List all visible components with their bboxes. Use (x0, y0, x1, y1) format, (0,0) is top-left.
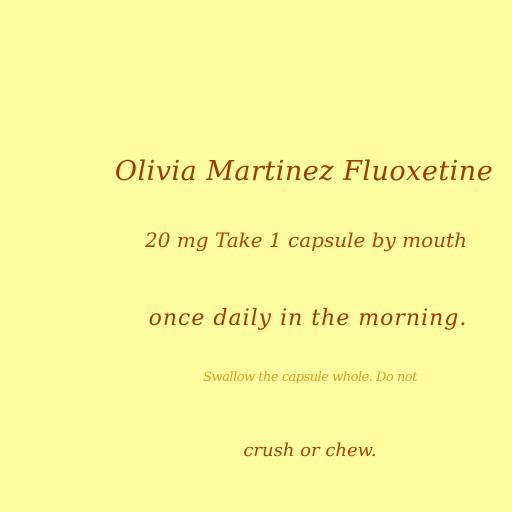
frequency-line: once daily in the morning. (148, 306, 468, 331)
patient-drug-line: Olivia Martinez Fluoxetine (114, 156, 494, 187)
dose-line: 20 mg Take 1 capsule by mouth (145, 228, 467, 252)
instruction-line: Swallow the capsule whole. Do not (203, 370, 417, 385)
instruction-end-line: crush or chew. (243, 440, 377, 461)
